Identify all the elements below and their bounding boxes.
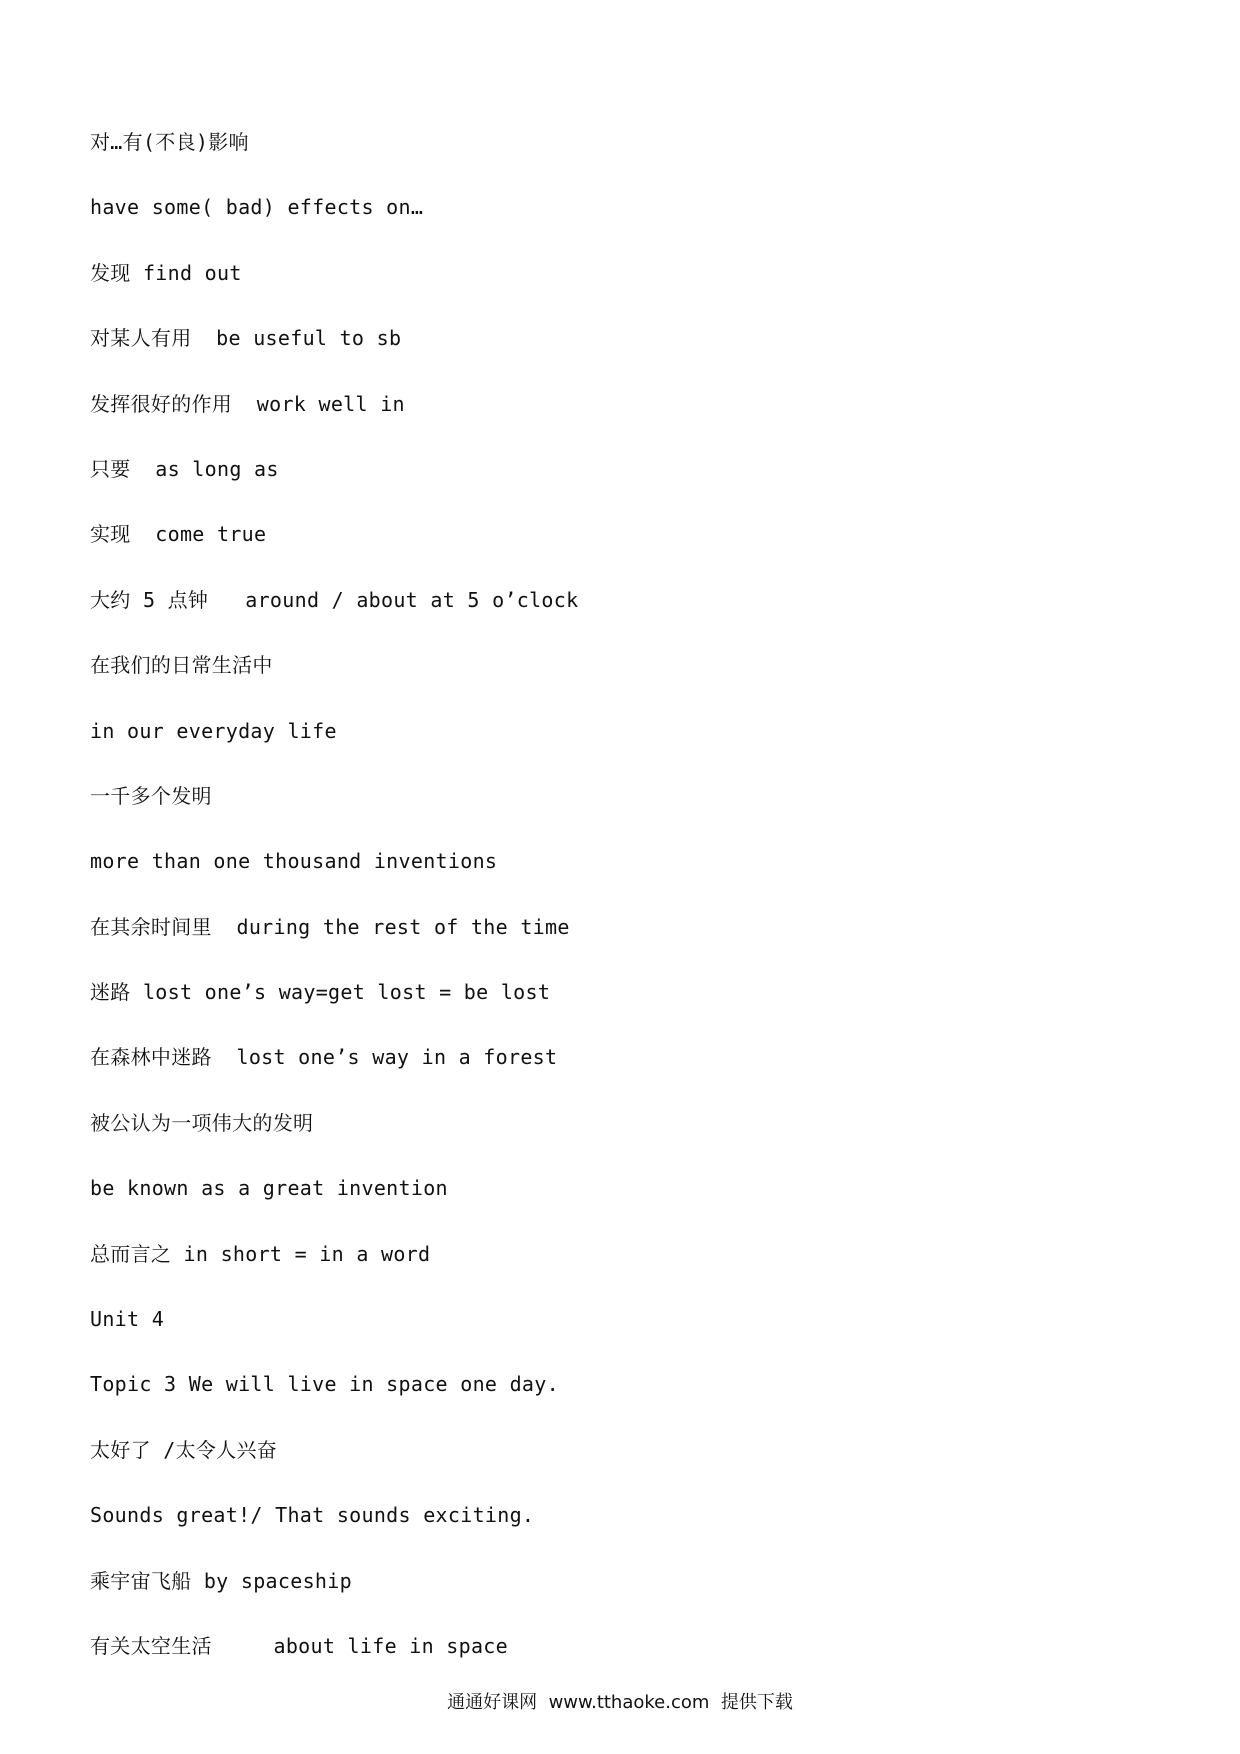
text-line: 总而言之 in short = in a word [90,1241,431,1266]
text-line: be known as a great invention [90,1176,448,1201]
text-line: 大约 5 点钟 around / about at 5 o’clock [90,587,579,612]
text-line: 只要 as long as [90,456,279,481]
text-line: more than one thousand inventions [90,849,498,874]
text-line: 对某人有用 be useful to sb [90,326,402,351]
text-line: 在其余时间里 during the rest of the time [90,914,570,939]
text-line: 迷路 lost one’s way=get lost = be lost [90,980,551,1005]
document-body [90,124,1150,1693]
text-line: 发现 find out [90,260,242,285]
text-line: 乘宇宙飞船 by spaceship [90,1568,352,1593]
text-line: Sounds great!/ That sounds exciting. [90,1503,535,1528]
text-line: 一千多个发明 [90,783,212,808]
text-line: 对…有(不良)影响 [90,130,249,154]
text-line: 发挥很好的作用 work well in [90,391,405,416]
text-line: have some( bad) effects on… [90,195,424,220]
page-footer: 通通好课网 www.tthaoke.com 提供下载 [447,1692,793,1713]
text-line: 有关太空生活 about life in space [90,1633,508,1658]
topic-heading: Topic 3 We will live in space one day. [90,1372,559,1397]
text-line: 太好了 /太令人兴奋 [90,1437,278,1462]
text-line: 实现 come true [90,522,267,547]
unit-heading: Unit 4 [90,1307,165,1332]
text-line: 被公认为一项伟大的发明 [90,1110,314,1135]
text-line: 在我们的日常生活中 [90,653,273,678]
text-line: 在森林中迷路 lost one’s way in a forest [90,1045,558,1070]
text-line: in our everyday life [90,718,337,743]
